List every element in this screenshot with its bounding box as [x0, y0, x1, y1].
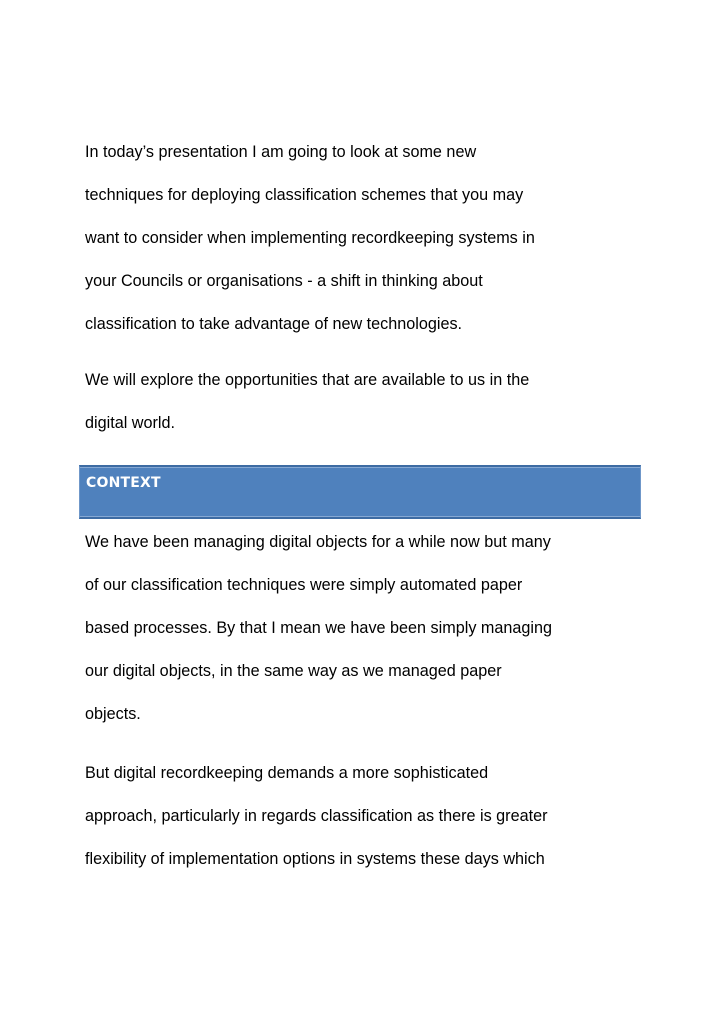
text-line: your Councils or organisations - a shift in thinking about [85, 272, 483, 290]
context-paragraph-1 [85, 532, 645, 747]
text-line: But digital recordkeeping demands a more sophisticated [85, 764, 489, 782]
text-line: approach, particularly in regards classification as there is greater [85, 807, 548, 825]
context-paragraph-2 [85, 763, 645, 892]
intro-paragraph [85, 142, 645, 357]
text-line: In today’s presentation I am going to look at some new [85, 143, 477, 161]
text-line: flexibility of implementation options in systems these days which [85, 850, 545, 868]
text-line: of our classification techniques were simply automated paper [85, 576, 523, 594]
text-line: classification to take advantage of new technologies. [85, 315, 463, 333]
text-line: techniques for deploying classification schemes that you may [85, 186, 524, 204]
section-heading-bar [79, 465, 641, 519]
text-line: objects. [85, 705, 141, 723]
section-heading-context: CONTEXT [86, 475, 161, 491]
text-line: We will explore the opportunities that are available to us in the [85, 371, 530, 389]
text-line: We have been managing digital objects for a while now but many [85, 533, 551, 551]
text-line: want to consider when implementing recordkeeping systems in [85, 229, 535, 247]
text-line: based processes. By that I mean we have been simply managing [85, 619, 553, 637]
text-line: our digital objects, in the same way as we managed paper [85, 662, 502, 680]
text-line: digital world. [85, 414, 175, 432]
explore-paragraph [85, 370, 645, 456]
